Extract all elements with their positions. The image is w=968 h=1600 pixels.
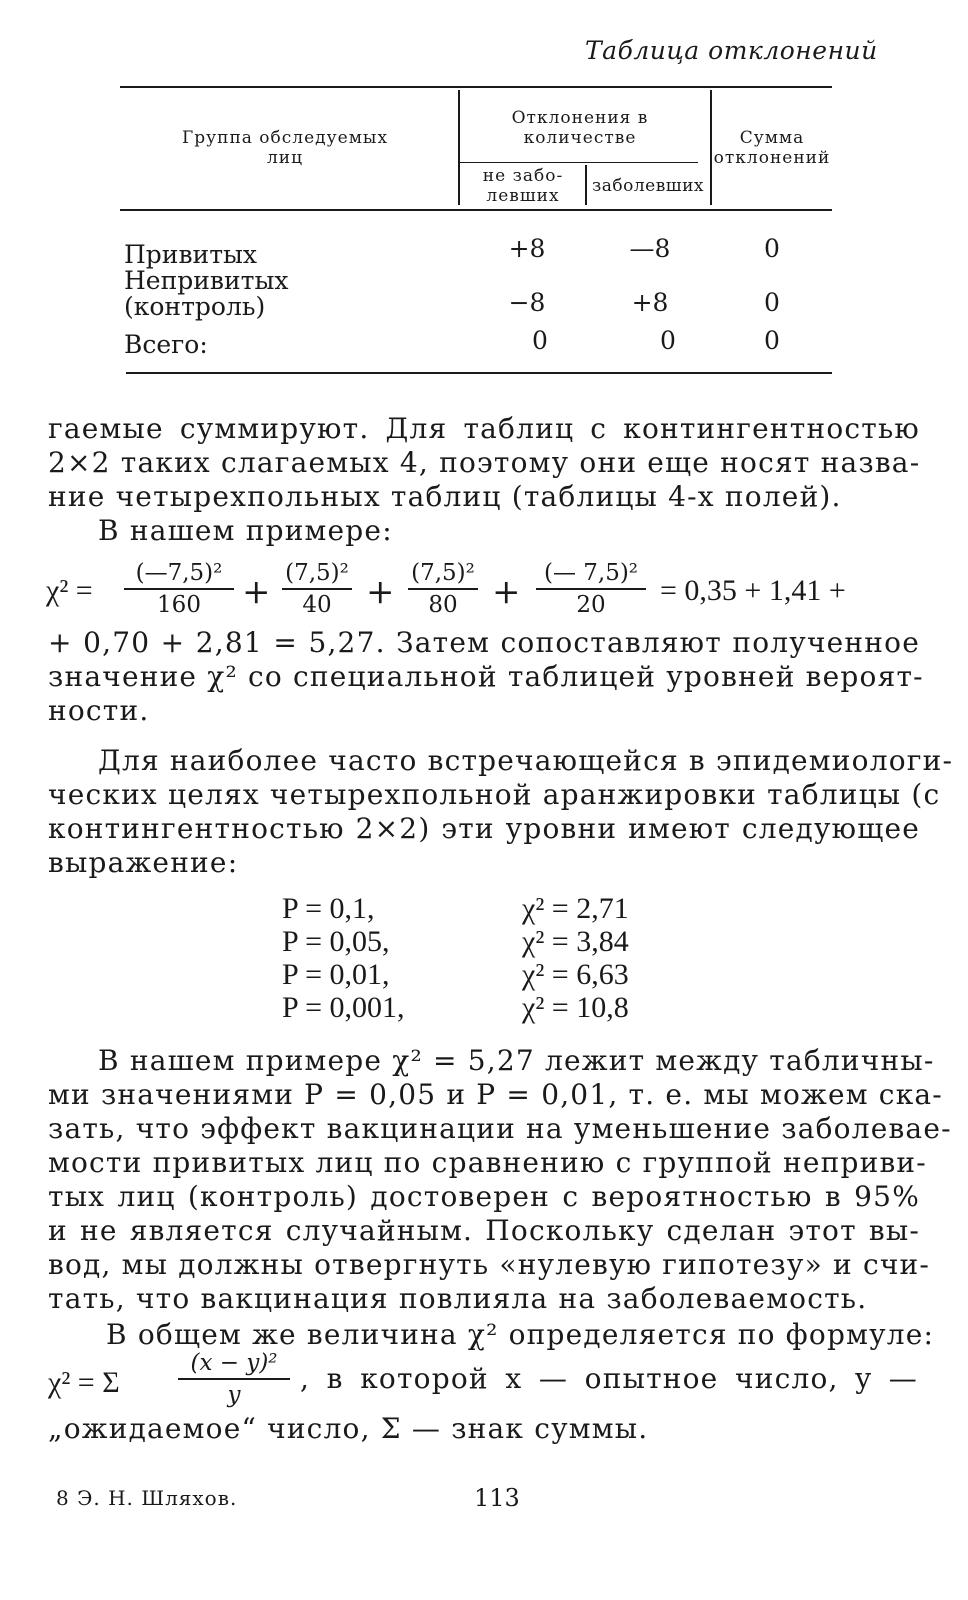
formula1-lhs: χ² = bbox=[46, 574, 93, 607]
level-chi: χ² = 2,71 bbox=[522, 892, 629, 925]
row-vaccinated-not-ill: +8 bbox=[508, 234, 546, 263]
fraction-denominator: 40 bbox=[302, 592, 332, 618]
plus-sign: + bbox=[492, 572, 521, 612]
footer-signature: 8 Э. Н. Шляхов. bbox=[56, 1486, 238, 1510]
header-ill: заболевших bbox=[591, 176, 705, 196]
text-line: 2×2 таких слагаемых 4, поэтому они еще носят назва- bbox=[48, 446, 921, 479]
text-line: значение χ² со специальной таблицей уровней вероят- bbox=[48, 660, 924, 693]
header-vline-left bbox=[458, 90, 460, 205]
header-sum: Сумма отклонений bbox=[713, 128, 831, 168]
level-chi: χ² = 3,84 bbox=[522, 925, 629, 958]
level-chi: χ² = 10,8 bbox=[522, 991, 629, 1024]
header-subrule bbox=[460, 162, 698, 163]
formula1-fraction-1 bbox=[124, 560, 234, 618]
table-bottom-rule bbox=[126, 372, 832, 374]
fraction-numerator: (x − y)² bbox=[178, 1350, 290, 1380]
formula1-fraction-2 bbox=[282, 560, 352, 618]
level-p: P = 0,01, bbox=[282, 958, 390, 991]
row-total-ill: 0 bbox=[660, 326, 676, 355]
fraction-denominator: 160 bbox=[157, 592, 201, 618]
text-line: мости привитых лиц по сравнению с группой неприви- bbox=[48, 1146, 927, 1179]
text-line: „ожидаемое“ число, Σ — знак суммы. bbox=[48, 1412, 649, 1445]
text-line: ние четырехпольных таблиц (таблицы 4-х полей). bbox=[48, 480, 842, 513]
formula2-rest: , в которой x — опытное число, y — bbox=[300, 1362, 918, 1395]
fraction-denominator: y bbox=[227, 1382, 241, 1408]
formula1-fraction-4 bbox=[536, 560, 646, 618]
fraction-denominator: 20 bbox=[576, 592, 606, 618]
level-chi: χ² = 6,63 bbox=[522, 958, 629, 991]
text-line: В нашем примере: bbox=[98, 514, 393, 547]
row-total-not-ill: 0 bbox=[532, 326, 548, 355]
fraction-numerator: (—7,5)² bbox=[124, 560, 234, 590]
text-line: и не является случайным. Поскольку сделан этот вы- bbox=[48, 1214, 920, 1247]
text-line: В общем же величина χ² определяется по формуле: bbox=[106, 1318, 935, 1351]
formula1-rhs: = 0,35 + 1,41 + bbox=[660, 574, 846, 607]
table-header-rule bbox=[120, 209, 832, 211]
fraction-denominator: 80 bbox=[428, 592, 458, 618]
fraction-numerator: (7,5)² bbox=[408, 560, 478, 590]
row-total-sum: 0 bbox=[764, 326, 780, 355]
row-control-label-line2: (контроль) bbox=[124, 292, 266, 321]
row-vaccinated-sum: 0 bbox=[764, 234, 780, 263]
table-caption: Таблица отклонений bbox=[585, 36, 878, 65]
plus-sign: + bbox=[366, 572, 395, 612]
header-deviations: Отклонения в количестве bbox=[511, 108, 649, 148]
table-top-rule bbox=[120, 86, 832, 88]
text-line: В нашем примере χ² = 5,27 лежит между табличны- bbox=[98, 1044, 935, 1077]
text-line: контингентностью 2×2) эти уровни имеют следующее bbox=[48, 812, 920, 845]
text-line: выражение: bbox=[48, 846, 239, 879]
level-p: P = 0,05, bbox=[282, 925, 390, 958]
formula2-lhs: χ² = Σ bbox=[48, 1366, 120, 1399]
row-vaccinated-ill: —8 bbox=[629, 234, 671, 263]
text-line: ми значениями P = 0,05 и P = 0,01, т. е. мы можем ска- bbox=[48, 1078, 943, 1111]
formula1-fraction-3 bbox=[408, 560, 478, 618]
row-vaccinated-label: Привитых bbox=[124, 240, 258, 269]
text-line: гаемые суммируют. Для таблиц с контингентностью bbox=[48, 412, 920, 445]
row-control-sum: 0 bbox=[764, 288, 780, 317]
row-control-not-ill: −8 bbox=[508, 288, 546, 317]
level-p: P = 0,001, bbox=[282, 991, 405, 1024]
row-control-ill: +8 bbox=[631, 288, 669, 317]
level-p: P = 0,1, bbox=[282, 892, 375, 925]
text-line: ности. bbox=[48, 694, 150, 727]
text-line: вод, мы должны отвергнуть «нулевую гипотезу» и счи- bbox=[48, 1248, 931, 1281]
text-line: тых лиц (контроль) достоверен с вероятностью в 95% bbox=[48, 1180, 920, 1213]
fraction-numerator: (7,5)² bbox=[282, 560, 352, 590]
text-line: ческих целях четырехпольной аранжировки таблицы (с bbox=[48, 778, 941, 811]
text-line: тать, что вакцинация повлияла на заболеваемость. bbox=[48, 1282, 868, 1315]
text-line: Для наиболее часто встречающейся в эпидемиологи- bbox=[98, 744, 954, 777]
formula2-fraction bbox=[178, 1350, 290, 1408]
header-group: Группа обследуемых лиц bbox=[181, 128, 389, 168]
plus-sign: + bbox=[242, 572, 271, 612]
text-line: зать, что эффект вакцинации на уменьшение заболевае- bbox=[48, 1112, 952, 1145]
fraction-numerator: (— 7,5)² bbox=[536, 560, 646, 590]
header-not-ill: не забо-левших bbox=[482, 166, 564, 206]
row-total-label: Всего: bbox=[124, 330, 208, 359]
row-control-label-line1: Непривитых bbox=[124, 266, 289, 295]
text-line: + 0,70 + 2,81 = 5,27. Затем сопоставляют полученное bbox=[48, 626, 920, 659]
page-number: 113 bbox=[474, 1484, 520, 1512]
